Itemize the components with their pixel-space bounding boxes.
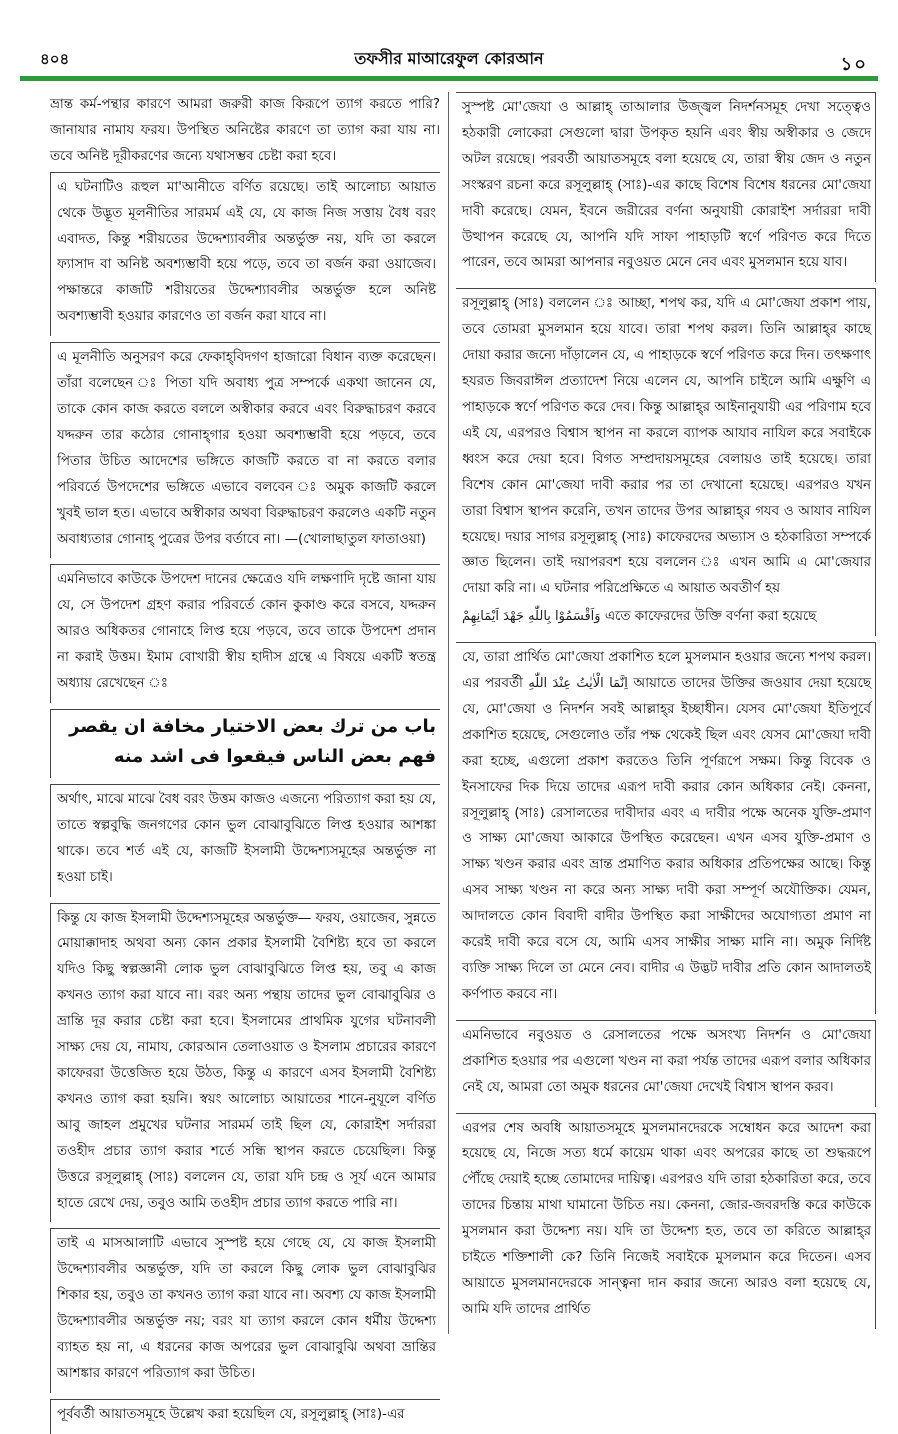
- paragraph-block: [456, 288, 876, 636]
- right-column: [456, 92, 876, 1334]
- paragraph: পূর্ববর্তী আয়াতসমূহে উল্লেখ করা হয়েছিল যে, রসূলুল্লাহ্ (সাঃ)-এর: [57, 1406, 405, 1422]
- paragraph: কিন্তু যে কাজ ইসলামী উদ্দেশ্যসমূহের অন্তর্ভুক্ত— ফরয, ওয়াজেব, সুন্নতে মোয়াক্কাদাহ অথবা অন্য কোন প্রকার ইসলামী বৈশিষ্ট্য হবে তা করলে যদিও কিছু স্বল্পজ্ঞানী লোক ভুল বোঝাবুঝিতে লিপ্ত হয়, তবু এ কাজ কখনও ত্যাগ করা যাবে না। বরং অন্য পন্থায় তাদের ভুল বোঝাবুঝির ও ভ্রান্তি দূর করার চেষ্টা করা হবে। ইসলামের প্রাথমিক যুগের ঘটনাবলী সাক্ষ্য দেয় যে, নামায, কোরআন তেলাওয়াত ও ইসলাম প্রচারের কারণে কাফেররা উত্তেজিত হয়ে উঠত, কিন্তু এ কারণে এসব ইসলামী বৈশিষ্ট্য কখনও ত্যাগ করা হয়নি। স্বয়ং আলোচ্য আয়াতের শানে-নুযূলে বর্ণিত আবু জাহল প্রমুখের ঘটনার সারমর্ম তাই ছিল যে, কোরাইশ সর্দাররা তওহীদ প্রচার ত্যাগ করার শর্তে সন্ধি স্থাপন করতে চেয়েছিল। কিন্তু উত্তরে রসূলুল্লাহ্ (সাঃ) বললেন যে, তারা যদি চন্দ্র ও সূর্য এনে আমার হাতে রেখে দেয়, তবুও আমি তওহীদ প্রচার ত্যাগ করতে পারি না।: [57, 910, 436, 1211]
- paragraph-block: [50, 1228, 440, 1392]
- page-number: ৪০৪: [40, 50, 70, 68]
- paragraph-block: [50, 172, 440, 336]
- surah-number: ১০: [840, 54, 868, 75]
- column-divider: [448, 92, 449, 1334]
- paragraph: অর্থাৎ, মাঝে মাঝে বৈধ বরং উত্তম কাজও এজন্যে পরিত্যাগ করা হয় যে, তাতে স্বল্পবুদ্ধি জনগণের কোন ভুল বোঝাবুঝিতে লিপ্ত হওয়ার আশঙ্কা থাকে। তবে শর্ত এই যে, কাজটি ইসলামী উদ্দেশ্যসমূহের অন্তর্ভুক্ত না হওয়া চাই।: [57, 791, 436, 885]
- paragraph: রসূলুল্লাহ্ (সাঃ) বললেন ঃ আচ্ছা, শপথ কর, যদি এ মো'জেযা প্রকাশ পায়, তবে তোমরা মুসলমান হয়ে যাবে। তারা শপথ করল। তিনি আল্লাহ্‌র কাছে দোয়া করার জন্যে দাঁড়ালেন যে, এ পাহাড়কে স্বর্ণে পরিণত করে দিন। তৎক্ষণাৎ হযরত জিবরাঈল প্রত্যাদেশ নিয়ে এলেন যে, আপনি চাইলে আমি এক্ষুণি এ পাহাড়কে স্বর্ণে পরিণত করে দেব। কিন্তু আল্লাহ্‌র আইনানুযায়ী এর পরিণাম হবে এই যে, এরপরও বিশ্বাস স্থাপন না করলে ব্যাপক আযাব নাযিল করে সবাইকে ধ্বংস করে দেয়া হবে। বিগত সম্প্রদায়সমূহের বেলায়ও তাই হয়েছে। তারা বিশেষ কোন মো'জেযা দাবী করার পর তা দেখানো হয়েছে। এরপরও যখন তারা বিশ্বাস স্থাপন করেনি, তখন তাদের উপর আল্লাহ্‌র গযব ও আযাব নাযিল হয়েছে। দয়ার সাগর রসূলুল্লাহ্ (সাঃ) কাফেরদের অভ্যাস ও হঠকারিতা সম্পর্কে জ্ঞাত ছিলেন। তাই দয়াপরবশ হয়ে বললেন ঃ এখন আমি এ মো'জেযার দোয়া করি না। এ ঘটনার পরিপ্রেক্ষিতে এ আয়াত অবতীর্ণ হয়: [462, 296, 871, 597]
- paragraph-block: [50, 1399, 440, 1434]
- verse-description: এতে কাফেরদের উক্তি বর্ণনা করা হয়েছে: [604, 609, 817, 625]
- paragraph: এরপর শেষ অবধি আয়াতসমূহে মুসলমানদেরকে সম্বোধন করে আদেশ করা হয়েছে যে, নিজে সত্য ধর্মে কায়েম থাকা এবং অপরের কাছে তা শুদ্ধরূপে পৌঁছে দেয়াই হচ্ছে তোমাদের দায়িত্ব। এরপরও যদি তারা হঠকারিতা করে, তবে তাদের চিন্তায় মাথা ঘামানো উচিত নয়। কেননা, জোর-জবরদস্তি করে কাউকে মুসলমান করা উদ্দেশ্য নয়। যদি তা উদ্দেশ্য হত, তবে তা করিতে আল্লাহ্‌র চাইতে শক্তিশালী কে? তিনি নিজেই সবাইকে মুসলমান করে দিতেন। এসব আয়াতে মুসলমানদেরকে সান্ত্বনা দান করার জন্যে আরও বলা হয়েছে যে, আমি যদি তাদের প্রার্থিত: [462, 1120, 871, 1317]
- paragraph: [462, 645, 871, 1008]
- paragraph: এমনিভাবে নবুওয়ত ও রেসালতের পক্ষে অসংখ্য নিদর্শন ও মো'জেযা প্রকাশিত হওয়ার পর এগুলো খণ্ডন না করা পর্যন্ত তাদের এরূপ বলার অধিকার নেই যে, আমরা তো অমুক ধরনের মো'জেযা দেখেই বিশ্বাস স্থাপন করব।: [462, 1027, 871, 1095]
- paragraph-block: [456, 92, 876, 282]
- paragraph-block: [50, 564, 440, 703]
- header-rule: [20, 76, 878, 81]
- arabic-quote-block: [50, 709, 440, 778]
- paragraph: এ মূলনীতি অনুসরণ করে ফেকাহ্‌বিদগণ হাজারো বিধান ব্যক্ত করেছেন। তাঁরা বলেছেন ঃ পিতা যদি অবাধ্য পুত্র সম্পর্কে একথা জানেন যে, তাকে কোন কাজ করতে বললে অস্বীকার করবে এবং বিরুদ্ধাচরণ করবে যদ্দরুন তার কঠোর গোনাহ্‌গার হওয়া অবশ্যম্ভাবী হয়ে পড়বে, তবে পিতার উচিত আদেশের ভঙ্গিতে কাজটি করতে বা না করতে বলার পরিবর্তে উপদেশের ভঙ্গিতে এভাবে বলবেন ঃ অমুক কাজটি করলে খুবই ভাল হত। এভাবে অস্বীকার অথবা বিরুদ্ধাচরণ করলেও একটি নতুন অবাধ্যতার গোনাহ্ পুত্রের উপর বর্তাবে না। —(খোলাছাতুল ফাতাওয়া): [57, 350, 437, 547]
- paragraph: সুস্পষ্ট মো'জেযা ও আল্লাহ্ তাআলার উজ্জ্বল নিদর্শনসমূহ দেখা সত্ত্বেও হঠকারী লোকেরা সেগুলো দ্বারা উপকৃত হয়নি এবং স্বীয় অস্বীকার ও জেদে অটল রয়েছে। পরবর্তী আয়াতসমূহে বলা হয়েছে যে, তারা স্বীয় জেদ ও নতুন সংস্করণ রচনা করে রসূলুল্লাহ্ (সাঃ)-এর কাছে বিশেষ বিশেষ ধরনের মো'জেযা দাবী করেছে। যেমন, ইবনে জরীরের বর্ণনা অনুযায়ী কোরাইশ সর্দাররা দাবী উত্থাপন করেছে যে, আপনি যদি সাফা পাহাড়টি স্বর্ণে পরিণত করে দিতে পারেন, তবে আমরা আপনার নবুওয়ত মেনে নেব এবং মুসলমান হয়ে যাব।: [462, 100, 871, 271]
- paragraph: এ ঘটনাটিও রূহুল মা'আনীতে বর্ণিত রয়েছে। তাই আলোচ্য আয়াত থেকে উদ্ভূত মূলনীতির সারমর্ম এই যে, যে কাজ নিজ সত্তায় বৈধ বরং এবাদত, কিন্তু শরীয়তের উদ্দেশ্যাবলীর অন্তর্ভুক্ত নয়, যদি তা করলে ফ্যাসাদ বা অনিষ্ট অবশ্যম্ভাবী হয়ে পড়ে, তবে তা বর্জন করা ওয়াজেব। পক্ষান্তরে কাজটি শরীয়তের উদ্দেশ্যাবলীর অন্তর্ভুক্ত হলে অনিষ্ট অবশ্যম্ভাবী হওয়ার কারণেও তা বর্জন করা যাবে না।: [57, 179, 436, 325]
- page-header: [20, 42, 878, 82]
- arabic-verse: وَاَقْسَمُوْا بِاللّٰهِ جَهْدَ اَيْمَانِهِمْ: [462, 609, 601, 625]
- paragraph-block: [456, 1113, 876, 1329]
- page-title: তফসীর মাআরেফুল কোরআন: [354, 49, 544, 68]
- paragraph: তাই এ মাসআলাটি এভাবে সুস্পষ্ট হয়ে গেছে যে, যে কাজ ইসলামী উদ্দেশ্যাবলীর অন্তর্ভুক্ত, যদি তা করলে কিছু লোক ভুল বোঝাবুঝির শিকার হয়, তবুও তা কখনও ত্যাগ করা যাবে না। অবশ্য যে কাজ ইসলামী উদ্দেশ্যাবলীর অন্তর্ভুক্ত নয়; বরং যা ত্যাগ করলে কোন ধর্মীয় উদ্দেশ্য ব্যাহত হয় না, এ ধরনের কাজ অপরের ভুল বোঝাবুঝি অথবা ভ্রান্তির আশঙ্কার কারণে পরিত্যাগ করা উচিত।: [57, 1236, 436, 1381]
- paragraph-text: আয়াতে তাদের উক্তির জওয়াব দেয়া হয়েছে যে, মো'জেযা ও নিদর্শন সবই আল্লাহ্‌র ইচ্ছাধীন। যেসব মো'জেযা ইতিপূর্বে প্রকাশিত হয়েছে, সেগুলোও তাঁর পক্ষ থেকেই ছিল এবং যেসব মো'জেযা দাবী করা হচ্ছে, এগুলো প্রকাশ করতেও তিনি পূর্ণরূপে সক্ষম। কিন্তু বিবেক ও ইনসাফের দিক দিয়ে তাদের এরূপ দাবী করার কোন অধিকার নেই। কেননা, রসূলুল্লাহ্ (সাঃ) রেসালতের দাবীদার এবং এ দাবীর পক্ষে অনেক যুক্তি-প্রমাণ ও সাক্ষ্য মো'জেযা আকারে উপস্থিত করেছেন। এখন এসব যুক্তি-প্রমাণ ও সাক্ষ্য খণ্ডন করার এবং ভ্রান্ত প্রমাণিত করার অধিকার প্রতিপক্ষের আছে। কিন্তু এসব সাক্ষ্য খণ্ডন না করে অন্য সাক্ষ্য দাবী করা সম্পূর্ণ অযৌক্তিক। যেমন, আদালতে কোন বিবাদী বাদীর উপস্থিত করা সাক্ষীদের অযোগ্যতা প্রমাণ না করেই দাবী করে বসে যে, আমি এসব সাক্ষীর সাক্ষ্য মানি না। অমুক নির্দিষ্ট ব্যক্তি সাক্ষ্য দিলে তা মেনে নেব। বাদীর এ উদ্ভট দাবীর প্রতি কোন আদালতই কর্ণপাত করবে না।: [462, 676, 871, 1002]
- paragraph-block: [50, 784, 440, 897]
- paragraph-block: [50, 903, 440, 1223]
- arabic-hadith-title: باب من ترك بعض الاختيار مخافة ان يقصر فهم بعض الناس فيقعوا فى اشد منه: [69, 715, 436, 767]
- paragraph-block: [50, 342, 440, 558]
- left-column: [50, 92, 440, 1422]
- verse-line: [462, 604, 871, 630]
- paragraph-block: [456, 642, 876, 1014]
- paragraph: ভ্রান্ত কর্ম-পন্থার কারণে আমরা জরুরী কাজ কিরূপে ত্যাগ করতে পারি? জানাযার নামায ফরয। উপস্থিত অনিষ্টের কারণে তা ত্যাগ করা যায় না। তবে অনিষ্ট দূরীকরণের জন্যে যথাসম্ভব চেষ্টা করা হবে।: [50, 97, 440, 164]
- paragraph: এমনিভাবে কাউকে উপদেশ দানের ক্ষেত্রেও যদি লক্ষণাদি দৃষ্টে জানা যায় যে, সে উপদেশ গ্রহণ করার পরিবর্তে কোন কুকাণ্ড করে বসবে, যদ্দরুন আরও অধিকতর গোনাহে লিপ্ত হয়ে পড়বে, তবে তাকে উপদেশ প্রদান না করাই উত্তম। ইমাম বোখারী স্বীয় হাদীস গ্রন্থে এ বিষয়ে একটি স্বতন্ত্র অধ্যায় রেখেছেন ঃ: [57, 572, 436, 692]
- paragraph-block: [456, 1020, 876, 1107]
- arabic-verse: اِنَّمَا الْاٰيٰتُ عِنْدَ اللّٰهِ: [528, 676, 628, 692]
- paragraph-text: যে, তারা প্রার্থিত মো'জেযা প্রকাশিত হলে মুসলমান হওয়ার জন্যে শপথ করল। এর পরবর্তী: [462, 650, 871, 692]
